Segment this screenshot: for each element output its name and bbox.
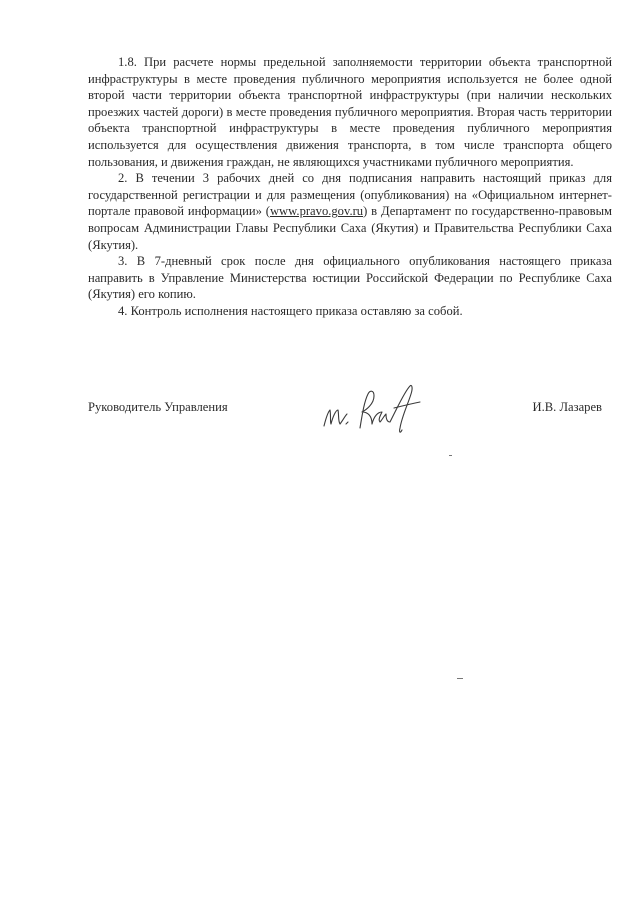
paragraph-2 <box>88 170 612 253</box>
paragraph-4: 4. Контроль исполнения настоящего приказа оставляю за собой. <box>118 303 463 318</box>
document-body <box>88 54 612 320</box>
paragraph-1-8: 1.8. При расчете нормы предельной заполняемости территории объекта транспортной инфраструктуры в месте проведения публичного мероприятия используется не более одной второй части территории объекта транспортной инфраструктуры (при наличии нескольких проезжих частей дороги) в месте проведения публичного мероприятия. Вторая часть территории объекта транспортной инфраструктуры в месте проведения публичного мероприятия используется для осуществления движения транспорта, в том числе транспорта общего пользования, и движения граждан, не являющихся участниками публичного мероприятия. <box>88 55 612 169</box>
pravo-gov-link[interactable]: www.pravo.gov.ru <box>269 204 364 219</box>
paragraph-2-text-after: ) в Департамент по государственно-правовым вопросам Администрации Главы Республики Саха (Якутия) и Правительства Республики Саха (Якутия). <box>88 204 613 252</box>
signer-title: Руководитель Управления <box>88 400 228 414</box>
signer-name: И.В. Лазарев <box>532 400 602 414</box>
signature-block <box>88 392 608 432</box>
scan-speck <box>449 455 452 456</box>
paragraph-3: 3. В 7-дневный срок после дня официального опубликования настоящего приказа направить в Управление Министерства юстиции Российской Федерации по Республике Саха (Якутия) его копию. <box>88 254 612 302</box>
handwritten-signature-icon <box>316 380 436 436</box>
paragraph-2-text-before: 2. В течении 3 рабочих дней со дня подписания направить настоящий приказ для государственной регистрации и для размещения (опубликования) на «Официальном интернет-портале правовой информации» ( <box>88 171 612 219</box>
scan-speck <box>457 678 463 679</box>
